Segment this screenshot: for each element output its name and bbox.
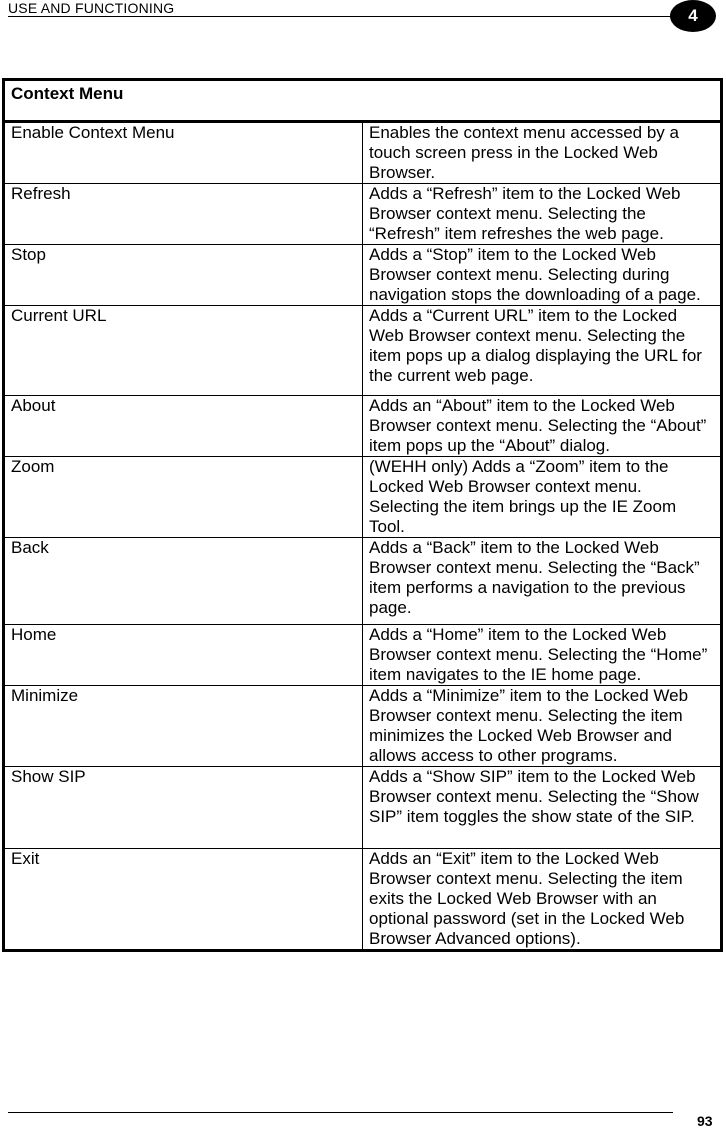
option-label: Exit bbox=[4, 849, 363, 951]
table-row bbox=[4, 686, 722, 767]
option-label: Current URL bbox=[4, 306, 363, 396]
option-label: Refresh bbox=[4, 184, 363, 245]
table-row bbox=[4, 184, 722, 245]
option-description: Enables the context menu accessed by a touch screen press in the Locked Web Browser. bbox=[363, 122, 722, 184]
chapter-badge: 4 bbox=[670, 0, 716, 32]
table-row bbox=[4, 767, 722, 849]
option-label: Show SIP bbox=[4, 767, 363, 849]
table-row bbox=[4, 396, 722, 457]
table-row bbox=[4, 625, 722, 686]
table-row bbox=[4, 849, 722, 951]
table-row bbox=[4, 457, 722, 538]
table-row bbox=[4, 245, 722, 306]
table-row bbox=[4, 306, 722, 396]
option-description: Adds an “Exit” item to the Locked Web Browser context menu. Selecting the item exits the Locked Web Browser with an optional password (set in the Locked Web Browser Advanced options). bbox=[363, 849, 722, 951]
option-label: Enable Context Menu bbox=[4, 122, 363, 184]
option-description: Adds a “Minimize” item to the Locked Web Browser context menu. Selecting the item minimizes the Locked Web Browser and allows access to other programs. bbox=[363, 686, 722, 767]
option-description: Adds a “Current URL” item to the Locked Web Browser context menu. Selecting the item pops up a dialog displaying the URL for the current web page. bbox=[363, 306, 722, 396]
option-label: Minimize bbox=[4, 686, 363, 767]
option-label: About bbox=[4, 396, 363, 457]
option-description: (WEHH only) Adds a “Zoom” item to the Locked Web Browser context menu. Selecting the item brings up the IE Zoom Tool. bbox=[363, 457, 722, 538]
option-label: Zoom bbox=[4, 457, 363, 538]
option-description: Adds a “Stop” item to the Locked Web Browser context menu. Selecting during navigation stops the downloading of a page. bbox=[363, 245, 722, 306]
page-number: 93 bbox=[697, 1113, 713, 1129]
option-description: Adds an “About” item to the Locked Web Browser context menu. Selecting the “About” item pops up the “About” dialog. bbox=[363, 396, 722, 457]
option-label: Stop bbox=[4, 245, 363, 306]
running-header-title: USE AND FUNCTIONING bbox=[8, 0, 175, 16]
footer-divider bbox=[8, 1112, 673, 1113]
header-divider bbox=[8, 16, 696, 17]
option-label: Home bbox=[4, 625, 363, 686]
option-description: Adds a “Back” item to the Locked Web Browser context menu. Selecting the “Back” item performs a navigation to the previous page. bbox=[363, 538, 722, 625]
context-menu-table bbox=[2, 78, 723, 952]
table-title-row bbox=[4, 80, 722, 122]
table-row bbox=[4, 122, 722, 184]
option-description: Adds a “Refresh” item to the Locked Web Browser context menu. Selecting the “Refresh” item refreshes the web page. bbox=[363, 184, 722, 245]
option-description: Adds a “Show SIP” item to the Locked Web Browser context menu. Selecting the “Show SIP” item toggles the show state of the SIP. bbox=[363, 767, 722, 849]
option-description: Adds a “Home” item to the Locked Web Browser context menu. Selecting the “Home” item navigates to the IE home page. bbox=[363, 625, 722, 686]
table-row bbox=[4, 538, 722, 625]
option-label: Back bbox=[4, 538, 363, 625]
table-title: Context Menu bbox=[4, 80, 722, 122]
